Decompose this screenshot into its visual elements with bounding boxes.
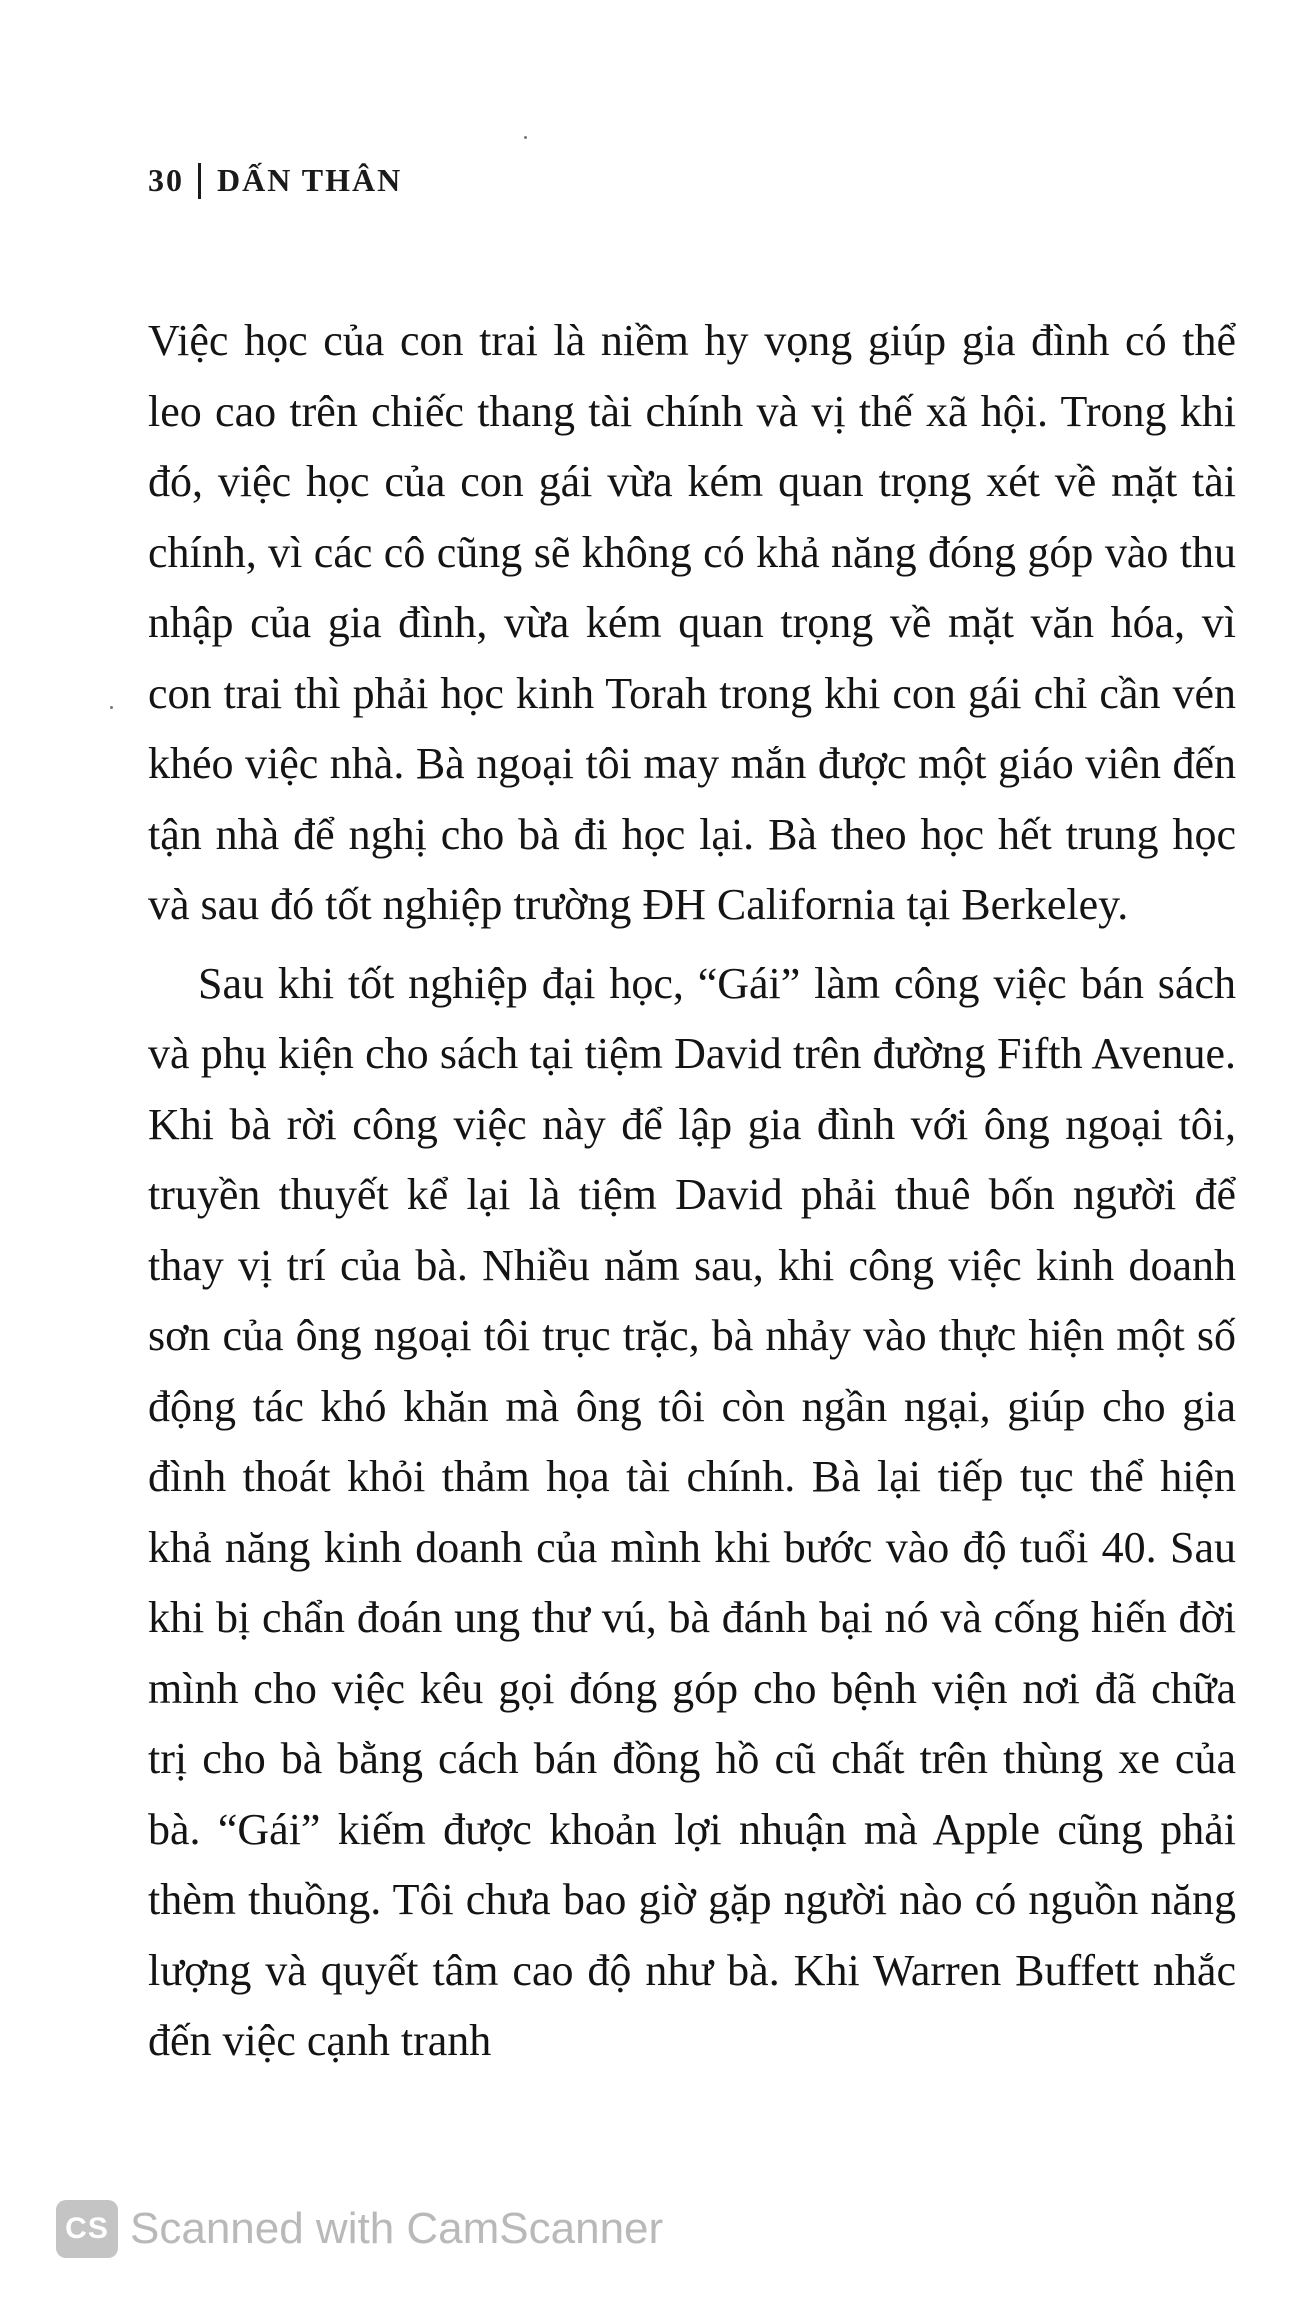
page-number: 30 xyxy=(148,162,184,198)
watermark-text: Scanned with CamScanner xyxy=(130,2204,664,2253)
chapter-title: DẤN THÂN xyxy=(217,162,403,198)
scan-speck xyxy=(524,136,527,139)
body-text xyxy=(148,306,1236,2077)
header-separator xyxy=(198,163,201,199)
scan-speck xyxy=(110,706,113,709)
paragraph-2: Sau khi tốt nghiệp đại học, “Gái” làm công việc bán sách và phụ kiện cho sách tại tiệm David trên đường Fifth Avenue. Khi bà rời công việc này để lập gia đình với ông ngoại tôi, truyền thuyết kể lại là tiệm David phải thuê bốn người để thay vị trí của bà. Nhiều năm sau, khi công việc kinh doanh sơn của ông ngoại tôi trục trặc, bà nhảy vào thực hiện một số động tác khó khăn mà ông tôi còn ngần ngại, giúp cho gia đình thoát khỏi thảm họa tài chính. Bà lại tiếp tục thể hiện khả năng kinh doanh của mình khi bước vào độ tuổi 40. Sau khi bị chẩn đoán ung thư vú, bà đánh bại nó và cống hiến đời mình cho việc kêu gọi đóng góp cho bệnh viện nơi đã chữa trị cho bà bằng cách bán đồng hồ cũ chất trên thùng xe của bà. “Gái” kiếm được khoản lợi nhuận mà Apple cũng phải thèm thuồng. Tôi chưa bao giờ gặp người nào có nguồn năng lượng và quyết tâm cao độ như bà. Khi Warren Buffett nhắc đến việc cạnh tranh xyxy=(148,958,1236,2065)
running-header xyxy=(148,162,402,199)
paragraph-1: Việc học của con trai là niềm hy vọng giúp gia đình có thể leo cao trên chiếc thang tài chính và vị thế xã hội. Trong khi đó, việc học của con gái vừa kém quan trọng xét về mặt tài chính, vì các cô cũng sẽ không có khả năng đóng góp vào thu nhập của gia đình, vừa kém quan trọng về mặt văn hóa, vì con trai thì phải học kinh Torah trong khi con gái chỉ cần vén khéo việc nhà. Bà ngoại tôi may mắn được một giáo viên đến tận nhà để nghị cho bà đi học lại. Bà theo học hết trung học và sau đó tốt nghiệp trường ĐH California tại Berkeley. xyxy=(148,316,1236,929)
camscanner-watermark xyxy=(56,2200,663,2258)
camscanner-logo-icon: CS xyxy=(56,2200,118,2258)
